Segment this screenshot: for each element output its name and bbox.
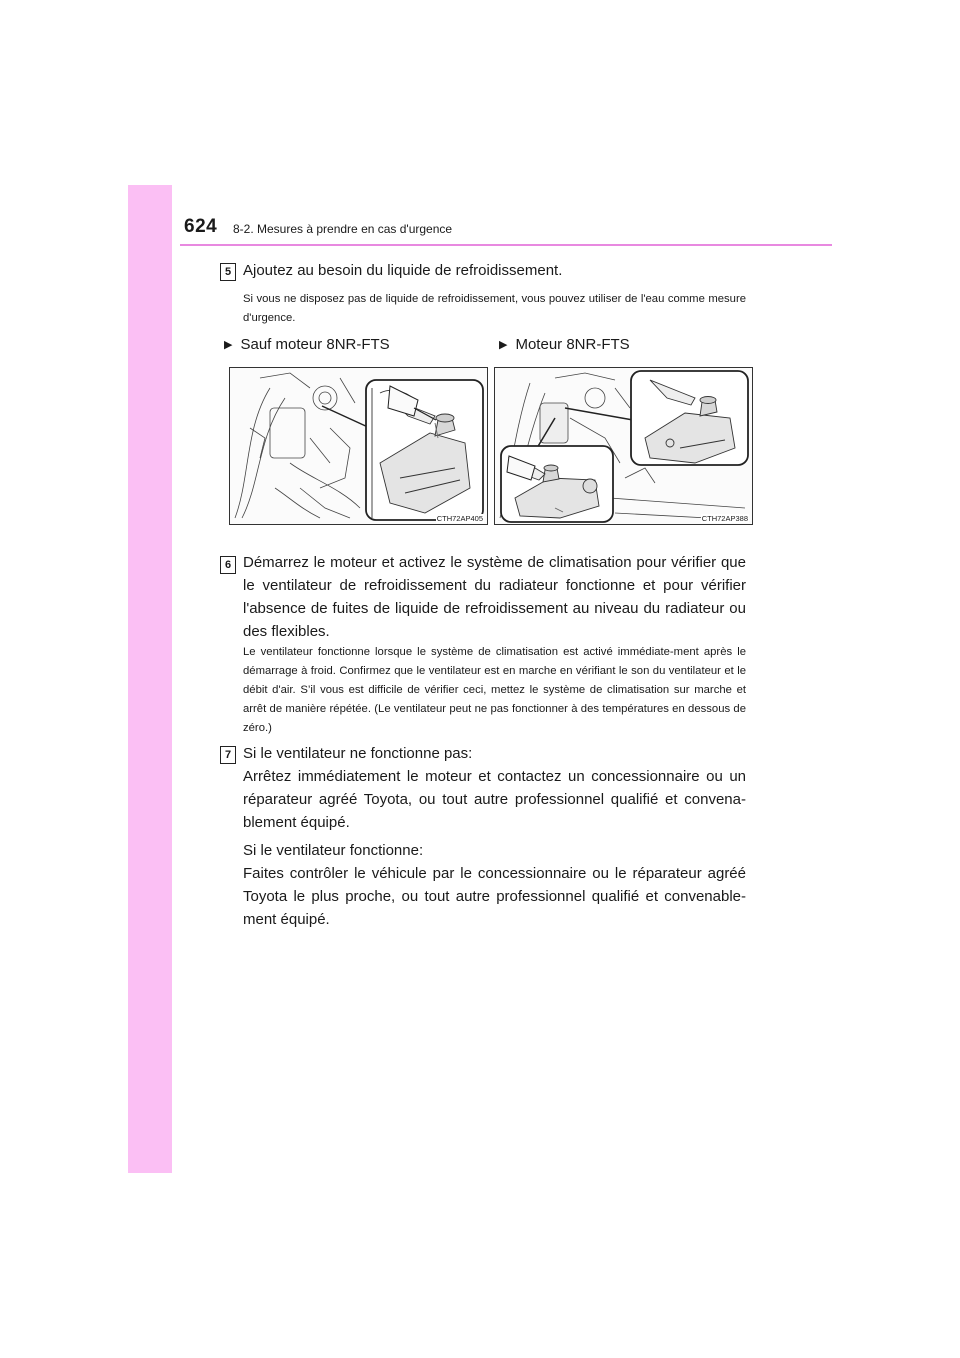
- step-number-7: 7: [220, 746, 236, 764]
- engine-bay-illustration: [495, 368, 752, 524]
- figure-caption-left: ▶ Sauf moteur 8NR-FTS: [224, 336, 390, 353]
- step-7-action-on: Faites contrôler le véhicule par le concessionnaire ou le réparateur agréé Toyota le plus proche, ou tout autre professionnel qualifié et convenable-ment équipé.: [243, 865, 746, 928]
- step-7-condition-off: Si le ventilateur ne fonctionne pas:: [243, 745, 473, 762]
- step-7-condition-on: Si le ventilateur fonctionne:: [243, 842, 424, 859]
- step-5-note: Si vous ne disposez pas de liquide de refroidissement, vous pouvez utiliser de l'eau comme mesure d'urgence.: [243, 293, 746, 324]
- step-7-action-off: Arrêtez immédiatement le moteur et contactez un concessionnaire ou un réparateur agréé Toyota, ou tout autre professionnel qualifié et convena-blement équipé.: [243, 768, 746, 831]
- page-number: 624: [184, 216, 218, 237]
- chapter-title: 8-2. Mesures à prendre en cas d'urgence: [233, 222, 453, 236]
- triangle-right-icon: ▶: [224, 339, 233, 351]
- header-rule: [180, 244, 832, 246]
- figure-code-right: CTH72AP388: [701, 514, 748, 523]
- engine-bay-illustration: [230, 368, 487, 524]
- step-number-5: 5: [220, 263, 236, 281]
- step-6-instruction: Démarrez le moteur et activez le système de climatisation pour vérifier que le ventilateur de refroidissement du radiateur fonctionne et pour vérifier l'absence de fuites de liquide de refroidissement au niveau du radiateur ou des flexibles.: [243, 554, 746, 640]
- figure-caption-right: ▶ Moteur 8NR-FTS: [499, 336, 630, 353]
- figure-coolant-reservoir-standard: [229, 367, 488, 525]
- figure-code-left: CTH72AP405: [436, 514, 483, 523]
- step-number-6: 6: [220, 556, 236, 574]
- triangle-right-icon: ▶: [499, 339, 508, 351]
- step-5-instruction: Ajoutez au besoin du liquide de refroidissement.: [243, 262, 563, 279]
- chapter-sidebar-tab: [128, 185, 172, 1173]
- step-6-note: Le ventilateur fonctionne lorsque le système de climatisation est activé immédiate-ment après le démarrage à froid. Confirmez que le ventilateur est en marche en vérifiant le son du ventilateur et le débit d'air. S’il vous est difficile de vérifier ceci, mettez le système de climatisation sur marche et arrêt de manière répétée. (Le ventilateur peut ne pas fonctionner à des températures en dessous de zéro.): [243, 646, 746, 734]
- figure-coolant-reservoir-8nr-fts: [494, 367, 753, 525]
